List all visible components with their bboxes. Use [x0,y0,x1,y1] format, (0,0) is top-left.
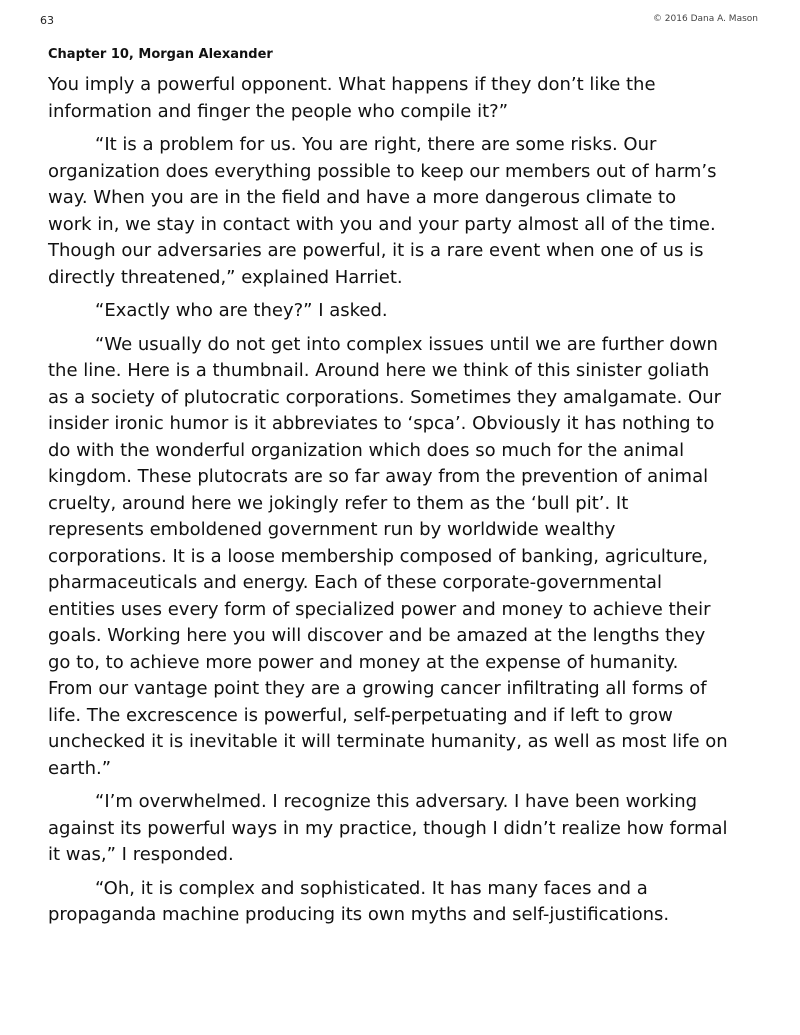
text-line: pharmaceuticals and energy. Each of these corporate-governmental [48,572,662,593]
paragraph-4 [48,332,752,783]
text-line: directly threatened,” explained Harriet. [48,266,403,288]
body-text [48,72,752,936]
copyright-notice: © 2016 Dana A. Mason [652,14,758,24]
text-line: work in, we stay in contact with you and your party almost all of the time. [48,213,716,235]
text-line: “We usually do not get into complex issues until we are further down [95,333,718,355]
text-line: cruelty, around here we jokingly refer to them as the ‘bull pit’. It [48,492,629,514]
text-line: do with the wonderful organization which does so much for the animal [48,439,685,461]
text-line: insider ironic humor is it abbreviates to ‘spca’. Obviously it has nothing to [48,413,715,434]
paragraph-5 [48,789,752,869]
text-line: “It is a problem for us. You are right, there are some risks. Our [95,134,657,155]
text-line: against its powerful ways in my practice, though I didn’t realize how formal [48,817,728,839]
text-line: way. When you are in the field and have a more dangerous climate to [48,187,677,208]
paragraph-2 [48,132,752,291]
text-line: entities uses every form of specialized power and money to achieve their [48,598,711,620]
text-line: propaganda machine producing its own myths and self-justifications. [48,904,670,925]
text-line: earth.” [48,757,112,779]
text-line: goals. Working here you will discover and be amazed at the lengths they [48,625,706,646]
text-line: From our vantage point they are a growing cancer infiltrating all forms of [48,678,707,699]
text-line: “I’m overwhelmed. I recognize this adversary. I have been working [95,791,698,812]
text-line: information and finger the people who compile it?” [48,100,509,122]
text-line: as a society of plutocratic corporations. Sometimes they amalgamate. Our [48,386,722,408]
chapter-heading: Chapter 10, Morgan Alexander [48,47,273,62]
text-line: it was,” I responded. [48,844,234,865]
text-line: corporations. It is a loose membership composed of banking, agriculture, [48,545,709,567]
text-line: unchecked it is inevitable it will terminate humanity, as well as most life on [48,731,728,752]
text-line: Though our adversaries are powerful, it is a rare event when one of us is [48,240,704,261]
text-line: organization does everything possible to keep our members out of harm’s [48,160,717,182]
text-line: You imply a powerful opponent. What happens if they don’t like the [48,74,656,95]
text-line: kingdom. These plutocrats are so far away from the prevention of animal [48,466,709,487]
text-line: the line. Here is a thumbnail. Around here we think of this sinister goliath [48,360,710,381]
paragraph-3 [48,298,752,325]
paragraph-1 [48,72,752,125]
text-line: “Exactly who are they?” I asked. [95,300,388,321]
text-line: go to, to achieve more power and money at the expense of humanity. [48,651,679,673]
text-line: represents emboldened government run by worldwide wealthy [48,519,616,540]
text-line: “Oh, it is complex and sophisticated. It has many faces and a [95,877,648,899]
paragraph-6 [48,876,752,929]
page-number: 63 [40,14,54,27]
text-line: life. The excrescence is powerful, self-perpetuating and if left to grow [48,704,673,726]
